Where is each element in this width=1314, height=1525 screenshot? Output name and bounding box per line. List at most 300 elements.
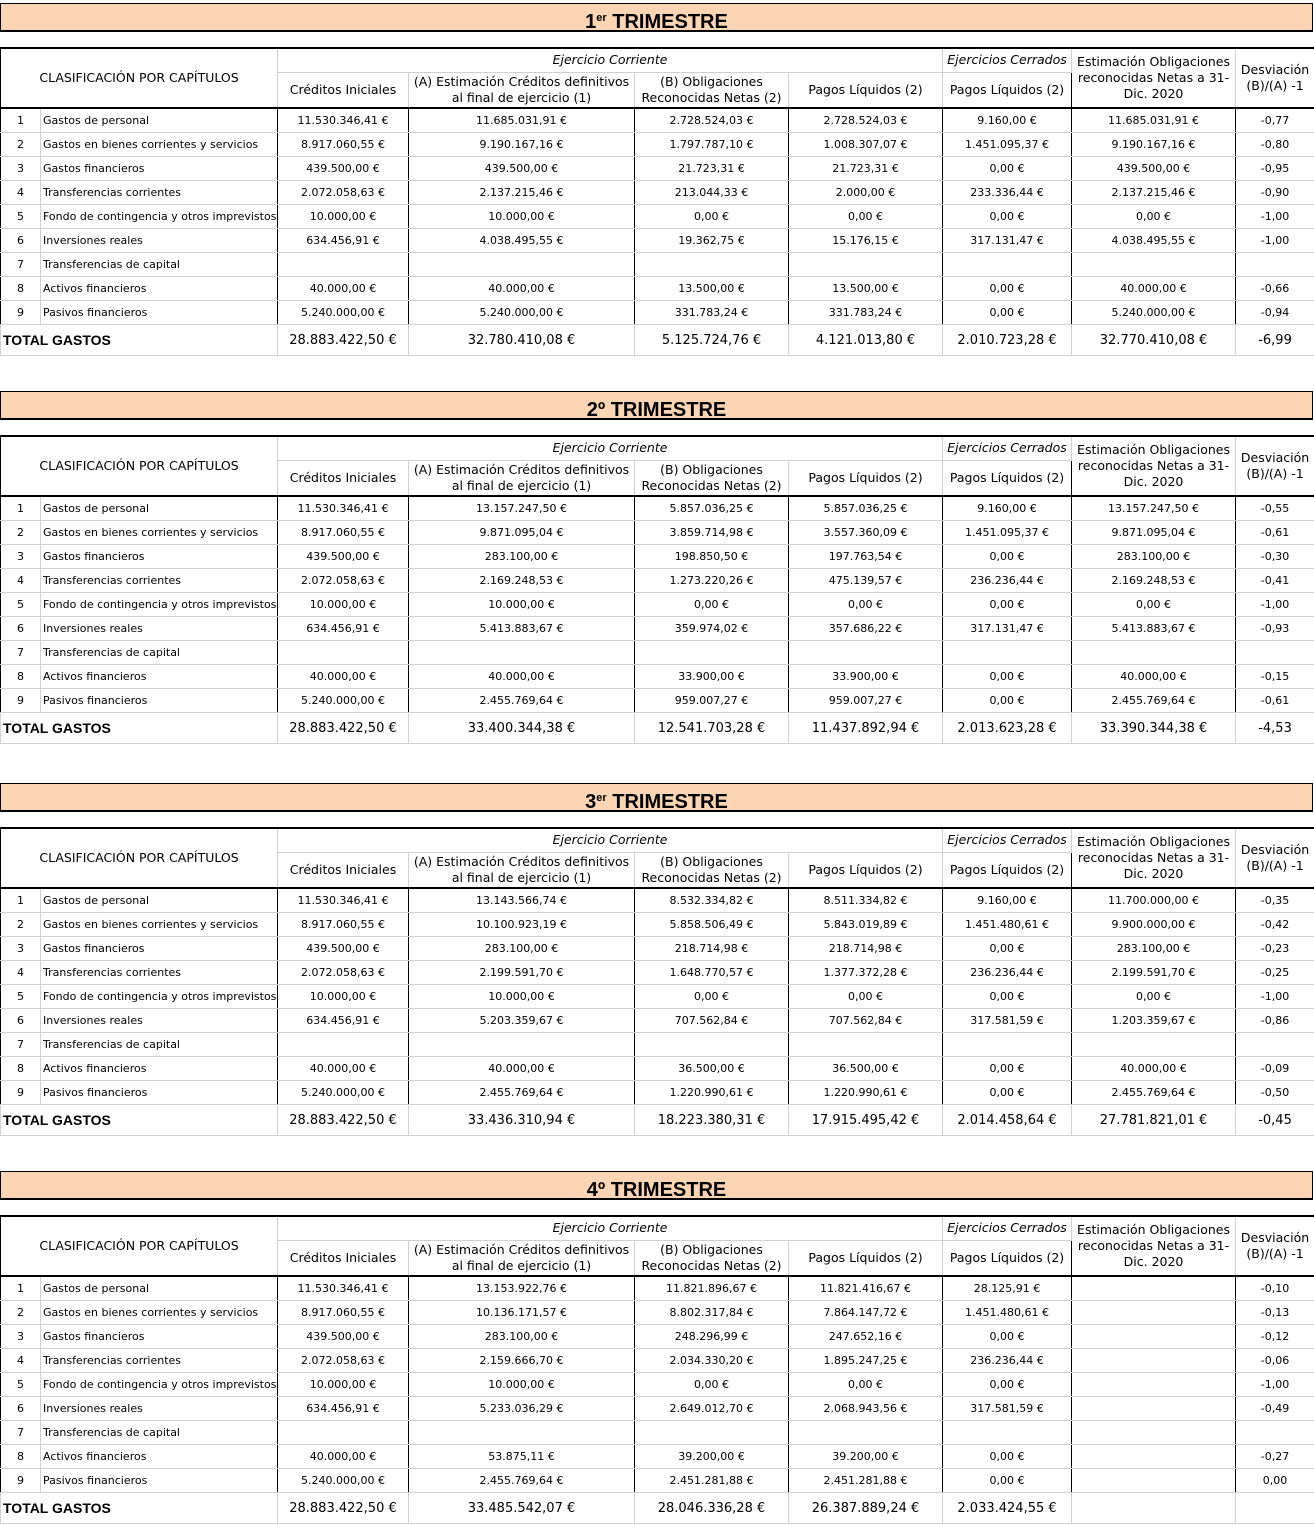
header-pagos-liquidos: Pagos Líquidos (2) — [789, 852, 943, 888]
total-pagos-liquidos-cerrados: 2.033.424,55 € — [943, 1493, 1072, 1524]
cell-estimacion-creditos: 40.000,00 € — [409, 1057, 635, 1081]
cell-creditos-iniciales: 5.240.000,00 € — [278, 689, 409, 713]
total-pagos-liquidos: 17.915.495,42 € — [789, 1105, 943, 1136]
cell-desviacion — [1236, 1421, 1314, 1445]
chapter-number: 5 — [1, 205, 41, 229]
cell-pagos-liquidos-cerrados: 0,00 € — [943, 1373, 1072, 1397]
total-row — [1, 1493, 1314, 1524]
chapter-label: Gastos de personal — [41, 1276, 278, 1301]
table-row — [1, 1397, 1314, 1421]
quarter-title-num: 3 — [585, 791, 597, 813]
cell-creditos-iniciales: 8.917.060,55 € — [278, 913, 409, 937]
chapter-label: Pasivos financieros — [41, 689, 278, 713]
total-label: TOTAL GASTOS — [1, 1105, 278, 1136]
header-ejercicio-corriente: Ejercicio Corriente — [278, 48, 943, 72]
cell-creditos-iniciales: 40.000,00 € — [278, 1057, 409, 1081]
cell-creditos-iniciales: 11.530.346,41 € — [278, 108, 409, 133]
total-label: TOTAL GASTOS — [1, 1493, 278, 1524]
cell-pagos-liquidos-cerrados: 9.160,00 € — [943, 108, 1072, 133]
chapter-number: 7 — [1, 253, 41, 277]
cell-desviacion — [1236, 253, 1314, 277]
cell-desviacion: -0,61 — [1236, 521, 1314, 545]
chapter-label: Transferencias corrientes — [41, 569, 278, 593]
chapter-number: 5 — [1, 593, 41, 617]
cell-pagos-liquidos-cerrados: 0,00 € — [943, 665, 1072, 689]
cell-estimacion-creditos: 4.038.495,55 € — [409, 229, 635, 253]
budget-table — [0, 435, 1314, 744]
cell-pagos-liquidos-cerrados: 317.581,59 € — [943, 1397, 1072, 1421]
cell-desviacion: -0,10 — [1236, 1276, 1314, 1301]
header-pagos-liquidos: Pagos Líquidos (2) — [789, 460, 943, 496]
cell-obligaciones: 359.974,02 € — [635, 617, 789, 641]
cell-obligaciones: 198.850,50 € — [635, 545, 789, 569]
cell-pagos-liquidos — [789, 253, 943, 277]
cell-pagos-liquidos — [789, 1033, 943, 1057]
cell-estimacion-oblig: 2.199.591,70 € — [1072, 961, 1236, 985]
cell-pagos-liquidos: 1.220.990,61 € — [789, 1081, 943, 1105]
table-row — [1, 961, 1314, 985]
chapter-number: 1 — [1, 888, 41, 913]
header-creditos-iniciales: Créditos Iniciales — [278, 72, 409, 108]
cell-pagos-liquidos: 5.843.019,89 € — [789, 913, 943, 937]
cell-desviacion: -0,30 — [1236, 545, 1314, 569]
total-desviacion: -4,53 — [1236, 713, 1314, 744]
chapter-number: 3 — [1, 157, 41, 181]
cell-obligaciones: 1.648.770,57 € — [635, 961, 789, 985]
cell-estimacion-oblig — [1072, 1397, 1236, 1421]
cell-obligaciones: 218.714,98 € — [635, 937, 789, 961]
cell-obligaciones: 36.500,00 € — [635, 1057, 789, 1081]
cell-obligaciones — [635, 253, 789, 277]
header-pagos-liquidos: Pagos Líquidos (2) — [789, 72, 943, 108]
cell-pagos-liquidos-cerrados: 236.236,44 € — [943, 1349, 1072, 1373]
quarter-title — [0, 391, 1313, 420]
cell-estimacion-oblig: 0,00 € — [1072, 593, 1236, 617]
header-pagos-liquidos-cerrados: Pagos Líquidos (2) — [943, 460, 1072, 496]
chapter-label: Gastos financieros — [41, 157, 278, 181]
total-desviacion: -6,99 — [1236, 325, 1314, 356]
cell-pagos-liquidos — [789, 1421, 943, 1445]
cell-obligaciones: 8.802.317,84 € — [635, 1301, 789, 1325]
chapter-number: 6 — [1, 1397, 41, 1421]
cell-desviacion: -0,12 — [1236, 1325, 1314, 1349]
chapter-number: 3 — [1, 937, 41, 961]
cell-obligaciones: 213.044,33 € — [635, 181, 789, 205]
cell-estimacion-creditos: 2.455.769,64 € — [409, 1081, 635, 1105]
cell-estimacion-creditos — [409, 253, 635, 277]
chapter-label: Gastos de personal — [41, 496, 278, 521]
cell-desviacion — [1236, 641, 1314, 665]
cell-estimacion-creditos: 40.000,00 € — [409, 277, 635, 301]
table-row — [1, 229, 1314, 253]
cell-obligaciones: 3.859.714,98 € — [635, 521, 789, 545]
cell-creditos-iniciales: 10.000,00 € — [278, 1373, 409, 1397]
cell-creditos-iniciales: 634.456,91 € — [278, 617, 409, 641]
cell-estimacion-creditos: 9.871.095,04 € — [409, 521, 635, 545]
cell-desviacion: -0,49 — [1236, 1397, 1314, 1421]
chapter-label: Transferencias de capital — [41, 641, 278, 665]
cell-obligaciones: 1.797.787,10 € — [635, 133, 789, 157]
cell-pagos-liquidos-cerrados: 236.236,44 € — [943, 961, 1072, 985]
cell-creditos-iniciales: 2.072.058,63 € — [278, 1349, 409, 1373]
cell-pagos-liquidos: 1.008.307,07 € — [789, 133, 943, 157]
chapter-number: 7 — [1, 641, 41, 665]
cell-estimacion-creditos: 5.240.000,00 € — [409, 301, 635, 325]
cell-desviacion: -0,66 — [1236, 277, 1314, 301]
total-label: TOTAL GASTOS — [1, 325, 278, 356]
cell-desviacion: -1,00 — [1236, 593, 1314, 617]
chapter-label: Gastos en bienes corrientes y servicios — [41, 521, 278, 545]
cell-desviacion: -1,00 — [1236, 205, 1314, 229]
table-row — [1, 937, 1314, 961]
cell-estimacion-oblig: 40.000,00 € — [1072, 1057, 1236, 1081]
cell-obligaciones: 13.500,00 € — [635, 277, 789, 301]
table-row — [1, 1081, 1314, 1105]
cell-pagos-liquidos-cerrados: 0,00 € — [943, 1445, 1072, 1469]
table-row — [1, 205, 1314, 229]
header-clasificacion: CLASIFICACIÓN POR CAPÍTULOS — [1, 436, 278, 496]
cell-pagos-liquidos: 197.763,54 € — [789, 545, 943, 569]
cell-creditos-iniciales: 5.240.000,00 € — [278, 1081, 409, 1105]
cell-obligaciones: 248.296,99 € — [635, 1325, 789, 1349]
header-pagos-liquidos: Pagos Líquidos (2) — [789, 1240, 943, 1276]
cell-obligaciones: 2.451.281,88 € — [635, 1469, 789, 1493]
header-estimacion-oblig: Estimación Obligaciones reconocidas Netas a 31-Dic. 2020 — [1072, 828, 1236, 888]
chapter-label: Activos financieros — [41, 1057, 278, 1081]
cell-estimacion-oblig — [1072, 1469, 1236, 1493]
total-creditos-iniciales: 28.883.422,50 € — [278, 1493, 409, 1524]
cell-pagos-liquidos: 0,00 € — [789, 205, 943, 229]
chapter-label: Gastos de personal — [41, 888, 278, 913]
table-row — [1, 665, 1314, 689]
cell-pagos-liquidos: 1.377.372,28 € — [789, 961, 943, 985]
cell-creditos-iniciales: 40.000,00 € — [278, 665, 409, 689]
cell-pagos-liquidos: 3.557.360,09 € — [789, 521, 943, 545]
table-row — [1, 569, 1314, 593]
table-body — [1, 888, 1314, 1105]
cell-creditos-iniciales — [278, 641, 409, 665]
chapter-number: 1 — [1, 108, 41, 133]
header-clasificacion: CLASIFICACIÓN POR CAPÍTULOS — [1, 1216, 278, 1276]
cell-obligaciones — [635, 1033, 789, 1057]
cell-estimacion-creditos: 2.455.769,64 € — [409, 689, 635, 713]
table-row — [1, 1421, 1314, 1445]
cell-creditos-iniciales: 8.917.060,55 € — [278, 1301, 409, 1325]
cell-estimacion-creditos: 10.100.923,19 € — [409, 913, 635, 937]
cell-desviacion: -0,09 — [1236, 1057, 1314, 1081]
total-pagos-liquidos-cerrados: 2.014.458,64 € — [943, 1105, 1072, 1136]
cell-pagos-liquidos-cerrados: 0,00 € — [943, 689, 1072, 713]
cell-estimacion-creditos: 53.875,11 € — [409, 1445, 635, 1469]
cell-estimacion-oblig: 4.038.495,55 € — [1072, 229, 1236, 253]
cell-estimacion-creditos: 13.143.566,74 € — [409, 888, 635, 913]
chapter-number: 2 — [1, 521, 41, 545]
cell-desviacion — [1236, 1033, 1314, 1057]
cell-creditos-iniciales: 439.500,00 € — [278, 157, 409, 181]
cell-pagos-liquidos-cerrados: 1.451.480,61 € — [943, 913, 1072, 937]
cell-pagos-liquidos: 2.000,00 € — [789, 181, 943, 205]
chapter-number: 9 — [1, 689, 41, 713]
table-body — [1, 496, 1314, 713]
chapter-number: 2 — [1, 913, 41, 937]
cell-desviacion: -0,55 — [1236, 496, 1314, 521]
total-estimacion-oblig: 33.390.344,38 € — [1072, 713, 1236, 744]
cell-desviacion: -0,35 — [1236, 888, 1314, 913]
total-estimacion-creditos: 33.436.310,94 € — [409, 1105, 635, 1136]
cell-creditos-iniciales: 8.917.060,55 € — [278, 521, 409, 545]
budget-table — [0, 47, 1314, 356]
cell-pagos-liquidos-cerrados — [943, 1421, 1072, 1445]
cell-estimacion-oblig: 1.203.359,67 € — [1072, 1009, 1236, 1033]
chapter-number: 7 — [1, 1421, 41, 1445]
cell-estimacion-creditos: 9.190.167,16 € — [409, 133, 635, 157]
cell-desviacion: -0,41 — [1236, 569, 1314, 593]
cell-pagos-liquidos-cerrados: 0,00 € — [943, 277, 1072, 301]
chapter-number: 7 — [1, 1033, 41, 1057]
cell-estimacion-creditos: 5.233.036,29 € — [409, 1397, 635, 1421]
cell-creditos-iniciales: 634.456,91 € — [278, 1009, 409, 1033]
cell-estimacion-creditos: 11.685.031,91 € — [409, 108, 635, 133]
table-row — [1, 181, 1314, 205]
cell-pagos-liquidos-cerrados: 1.451.095,37 € — [943, 133, 1072, 157]
header-estimacion-creditos: (A) Estimación Créditos definitivos al final de ejercicio (1) — [409, 460, 635, 496]
header-pagos-liquidos-cerrados: Pagos Líquidos (2) — [943, 72, 1072, 108]
table-row — [1, 1301, 1314, 1325]
cell-creditos-iniciales: 2.072.058,63 € — [278, 181, 409, 205]
cell-pagos-liquidos-cerrados: 9.160,00 € — [943, 496, 1072, 521]
cell-creditos-iniciales: 10.000,00 € — [278, 593, 409, 617]
table-row — [1, 108, 1314, 133]
cell-estimacion-oblig: 40.000,00 € — [1072, 277, 1236, 301]
cell-pagos-liquidos: 357.686,22 € — [789, 617, 943, 641]
cell-pagos-liquidos: 0,00 € — [789, 1373, 943, 1397]
total-obligaciones: 12.541.703,28 € — [635, 713, 789, 744]
cell-desviacion: -1,00 — [1236, 985, 1314, 1009]
header-estimacion-oblig: Estimación Obligaciones reconocidas Netas a 31-Dic. 2020 — [1072, 436, 1236, 496]
cell-pagos-liquidos: 5.857.036,25 € — [789, 496, 943, 521]
cell-pagos-liquidos-cerrados: 0,00 € — [943, 545, 1072, 569]
chapter-label: Inversiones reales — [41, 229, 278, 253]
cell-estimacion-oblig: 2.169.248,53 € — [1072, 569, 1236, 593]
cell-estimacion-creditos — [409, 1033, 635, 1057]
cell-desviacion: -0,93 — [1236, 617, 1314, 641]
cell-pagos-liquidos-cerrados: 0,00 € — [943, 1057, 1072, 1081]
cell-estimacion-creditos — [409, 1421, 635, 1445]
cell-creditos-iniciales: 8.917.060,55 € — [278, 133, 409, 157]
cell-estimacion-creditos: 5.413.883,67 € — [409, 617, 635, 641]
chapter-label: Fondo de contingencia y otros imprevistos — [41, 593, 278, 617]
cell-estimacion-creditos: 13.157.247,50 € — [409, 496, 635, 521]
chapter-number: 9 — [1, 1469, 41, 1493]
cell-estimacion-creditos: 10.000,00 € — [409, 593, 635, 617]
table-row — [1, 593, 1314, 617]
quarter-title-rest: TRIMESTRE — [606, 11, 728, 33]
chapter-number: 8 — [1, 1445, 41, 1469]
cell-desviacion: -1,00 — [1236, 1373, 1314, 1397]
cell-obligaciones: 0,00 € — [635, 1373, 789, 1397]
cell-estimacion-creditos: 283.100,00 € — [409, 1325, 635, 1349]
table-row — [1, 277, 1314, 301]
table-row — [1, 985, 1314, 1009]
chapter-number: 8 — [1, 665, 41, 689]
cell-pagos-liquidos-cerrados: 0,00 € — [943, 1325, 1072, 1349]
cell-pagos-liquidos: 0,00 € — [789, 593, 943, 617]
table-row — [1, 1276, 1314, 1301]
chapter-number: 1 — [1, 1276, 41, 1301]
cell-estimacion-oblig: 283.100,00 € — [1072, 545, 1236, 569]
cell-estimacion-oblig — [1072, 1445, 1236, 1469]
chapter-number: 6 — [1, 1009, 41, 1033]
header-ejercicios-cerrados: Ejercicios Cerrados — [943, 1216, 1072, 1240]
table-row — [1, 888, 1314, 913]
cell-obligaciones: 0,00 € — [635, 205, 789, 229]
cell-pagos-liquidos-cerrados: 317.131,47 € — [943, 229, 1072, 253]
cell-estimacion-oblig: 9.871.095,04 € — [1072, 521, 1236, 545]
table-row — [1, 253, 1314, 277]
cell-pagos-liquidos-cerrados: 28.125,91 € — [943, 1276, 1072, 1301]
cell-desviacion: -0,94 — [1236, 301, 1314, 325]
cell-estimacion-oblig — [1072, 253, 1236, 277]
chapter-label: Activos financieros — [41, 1445, 278, 1469]
cell-desviacion: -0,42 — [1236, 913, 1314, 937]
cell-desviacion: 0,00 — [1236, 1469, 1314, 1493]
cell-obligaciones: 5.857.036,25 € — [635, 496, 789, 521]
table-row — [1, 1349, 1314, 1373]
total-pagos-liquidos-cerrados: 2.013.623,28 € — [943, 713, 1072, 744]
cell-estimacion-creditos: 13.153.922,76 € — [409, 1276, 635, 1301]
cell-pagos-liquidos: 2.068.943,56 € — [789, 1397, 943, 1421]
chapter-label: Gastos financieros — [41, 937, 278, 961]
total-creditos-iniciales: 28.883.422,50 € — [278, 1105, 409, 1136]
cell-pagos-liquidos: 21.723,31 € — [789, 157, 943, 181]
cell-creditos-iniciales: 634.456,91 € — [278, 229, 409, 253]
total-pagos-liquidos: 11.437.892,94 € — [789, 713, 943, 744]
header-creditos-iniciales: Créditos Iniciales — [278, 852, 409, 888]
cell-pagos-liquidos-cerrados: 0,00 € — [943, 1081, 1072, 1105]
cell-creditos-iniciales: 5.240.000,00 € — [278, 1469, 409, 1493]
header-estimacion-oblig: Estimación Obligaciones reconocidas Netas a 31-Dic. 2020 — [1072, 1216, 1236, 1276]
cell-pagos-liquidos-cerrados: 317.131,47 € — [943, 617, 1072, 641]
cell-estimacion-oblig — [1072, 1301, 1236, 1325]
total-estimacion-oblig: 32.770.410,08 € — [1072, 325, 1236, 356]
header-desviacion: Desviación (B)/(A) -1 — [1236, 828, 1314, 888]
cell-pagos-liquidos: 2.728.524,03 € — [789, 108, 943, 133]
cell-desviacion: -0,15 — [1236, 665, 1314, 689]
cell-pagos-liquidos: 11.821.416,67 € — [789, 1276, 943, 1301]
cell-estimacion-oblig — [1072, 1421, 1236, 1445]
total-desviacion — [1236, 1493, 1314, 1524]
chapter-number: 4 — [1, 181, 41, 205]
chapter-label: Pasivos financieros — [41, 1469, 278, 1493]
total-row — [1, 1105, 1314, 1136]
cell-estimacion-oblig: 5.413.883,67 € — [1072, 617, 1236, 641]
cell-pagos-liquidos-cerrados: 236.236,44 € — [943, 569, 1072, 593]
header-ejercicios-cerrados: Ejercicios Cerrados — [943, 828, 1072, 852]
chapter-number: 6 — [1, 617, 41, 641]
total-pagos-liquidos: 26.387.889,24 € — [789, 1493, 943, 1524]
quarter-title-rest: TRIMESTRE — [605, 399, 727, 421]
cell-pagos-liquidos-cerrados — [943, 641, 1072, 665]
cell-creditos-iniciales: 634.456,91 € — [278, 1397, 409, 1421]
cell-estimacion-creditos: 2.199.591,70 € — [409, 961, 635, 985]
cell-obligaciones: 5.858.506,49 € — [635, 913, 789, 937]
chapter-number: 5 — [1, 1373, 41, 1397]
cell-obligaciones: 0,00 € — [635, 985, 789, 1009]
cell-pagos-liquidos: 0,00 € — [789, 985, 943, 1009]
table-row — [1, 133, 1314, 157]
total-row — [1, 713, 1314, 744]
quarter-title-num: 4º — [586, 1179, 606, 1201]
cell-obligaciones: 0,00 € — [635, 593, 789, 617]
table-row — [1, 913, 1314, 937]
quarter-title-rest: TRIMESTRE — [606, 791, 728, 813]
cell-pagos-liquidos: 13.500,00 € — [789, 277, 943, 301]
cell-estimacion-oblig: 5.240.000,00 € — [1072, 301, 1236, 325]
cell-estimacion-oblig: 2.137.215,46 € — [1072, 181, 1236, 205]
chapter-label: Gastos en bienes corrientes y servicios — [41, 913, 278, 937]
total-estimacion-creditos: 33.400.344,38 € — [409, 713, 635, 744]
quarter-title-sup: er — [596, 792, 607, 804]
cell-desviacion: -0,13 — [1236, 1301, 1314, 1325]
cell-pagos-liquidos: 331.783,24 € — [789, 301, 943, 325]
cell-pagos-liquidos: 2.451.281,88 € — [789, 1469, 943, 1493]
table-row — [1, 496, 1314, 521]
cell-estimacion-oblig: 13.157.247,50 € — [1072, 496, 1236, 521]
quarter-title — [0, 3, 1313, 32]
header-clasificacion: CLASIFICACIÓN POR CAPÍTULOS — [1, 828, 278, 888]
table-row — [1, 1009, 1314, 1033]
cell-obligaciones — [635, 1421, 789, 1445]
chapter-number: 8 — [1, 1057, 41, 1081]
cell-obligaciones: 8.532.334,82 € — [635, 888, 789, 913]
cell-creditos-iniciales: 10.000,00 € — [278, 205, 409, 229]
header-obligaciones: (B) Obligaciones Reconocidas Netas (2) — [635, 72, 789, 108]
cell-pagos-liquidos: 7.864.147,72 € — [789, 1301, 943, 1325]
cell-creditos-iniciales — [278, 253, 409, 277]
header-obligaciones: (B) Obligaciones Reconocidas Netas (2) — [635, 460, 789, 496]
chapter-label: Inversiones reales — [41, 1009, 278, 1033]
cell-estimacion-oblig: 2.455.769,64 € — [1072, 689, 1236, 713]
cell-obligaciones: 11.821.896,67 € — [635, 1276, 789, 1301]
chapter-number: 6 — [1, 229, 41, 253]
cell-pagos-liquidos-cerrados — [943, 1033, 1072, 1057]
chapter-number: 2 — [1, 133, 41, 157]
cell-estimacion-creditos: 2.169.248,53 € — [409, 569, 635, 593]
cell-pagos-liquidos-cerrados: 0,00 € — [943, 157, 1072, 181]
cell-estimacion-creditos: 5.203.359,67 € — [409, 1009, 635, 1033]
table-body — [1, 1276, 1314, 1493]
chapter-number: 4 — [1, 569, 41, 593]
cell-creditos-iniciales: 2.072.058,63 € — [278, 961, 409, 985]
header-estimacion-oblig: Estimación Obligaciones reconocidas Netas a 31-Dic. 2020 — [1072, 48, 1236, 108]
quarter-title-rest: TRIMESTRE — [605, 1179, 727, 1201]
chapter-number: 5 — [1, 985, 41, 1009]
total-creditos-iniciales: 28.883.422,50 € — [278, 325, 409, 356]
chapter-label: Transferencias corrientes — [41, 961, 278, 985]
cell-pagos-liquidos-cerrados: 1.451.480,61 € — [943, 1301, 1072, 1325]
cell-obligaciones: 33.900,00 € — [635, 665, 789, 689]
chapter-label: Transferencias de capital — [41, 253, 278, 277]
quarter-title-sup: er — [596, 12, 607, 24]
table-row — [1, 689, 1314, 713]
cell-estimacion-oblig: 2.455.769,64 € — [1072, 1081, 1236, 1105]
header-clasificacion: CLASIFICACIÓN POR CAPÍTULOS — [1, 48, 278, 108]
cell-pagos-liquidos: 39.200,00 € — [789, 1445, 943, 1469]
cell-creditos-iniciales: 40.000,00 € — [278, 1445, 409, 1469]
cell-pagos-liquidos — [789, 641, 943, 665]
cell-desviacion: -0,95 — [1236, 157, 1314, 181]
cell-pagos-liquidos: 475.139,57 € — [789, 569, 943, 593]
